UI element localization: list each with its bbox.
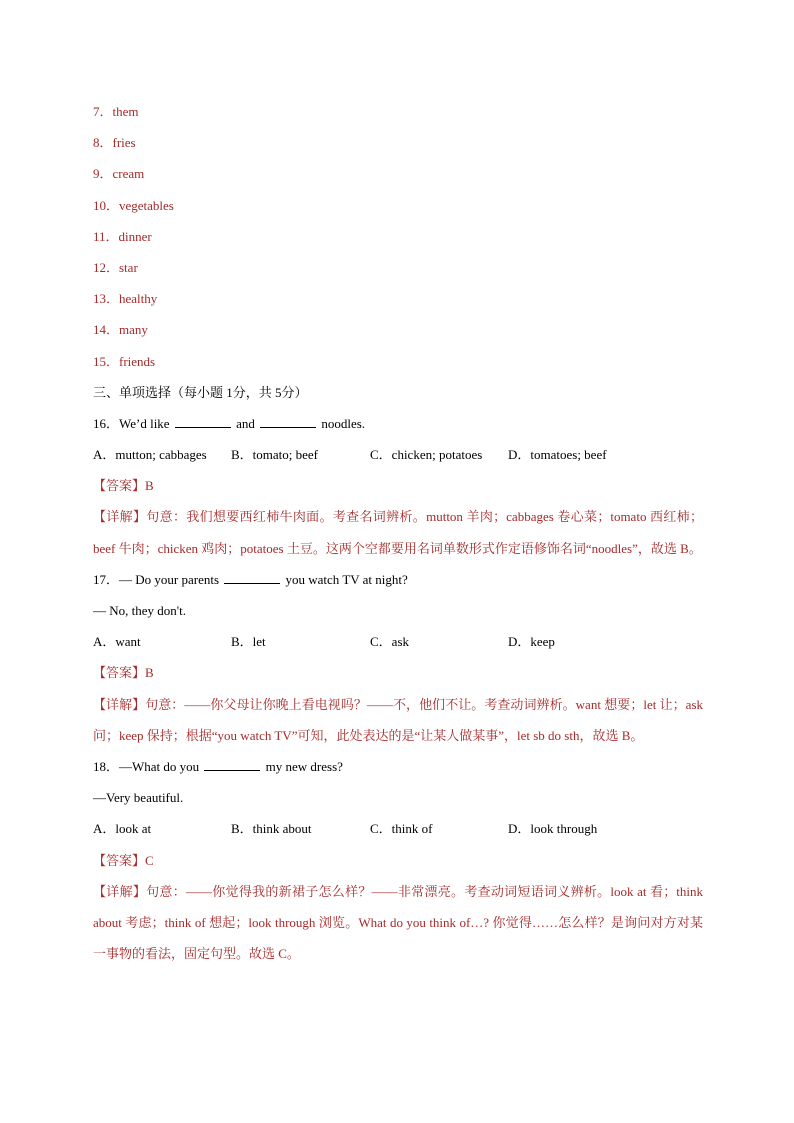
option-d: D．keep bbox=[508, 634, 555, 650]
answer-item: 8．fries bbox=[93, 135, 136, 151]
option-a: A．look at bbox=[93, 821, 152, 837]
option-a: A．want bbox=[93, 634, 141, 650]
question-17-explanation: 【详解】句意：——你父母让你晚上看电视吗？——不，他们不让。考查动词辨析。want 想要；let 让；ask 问；keep 保持；根据“you watch TV”可知，此处表达的是“让某人做某事”，let sb do sth，故选 B。 bbox=[93, 696, 703, 743]
answer-item: 10．vegetables bbox=[93, 197, 174, 213]
blank-line bbox=[175, 414, 231, 428]
blank-line bbox=[260, 414, 316, 428]
answer-item: 13．healthy bbox=[93, 291, 158, 307]
question-18-options bbox=[93, 813, 703, 844]
question-17-reply: — No, they don't. bbox=[93, 603, 186, 619]
option-b: B．think about bbox=[231, 821, 312, 837]
option-d: D．look through bbox=[508, 821, 598, 837]
answer-item: 9．cream bbox=[93, 166, 145, 182]
answer-item: 14．many bbox=[93, 322, 148, 338]
question-17-stem: 17．— Do your parents you watch TV at night? bbox=[93, 571, 408, 587]
answer-item: 11．dinner bbox=[93, 228, 152, 244]
option-c: C．think of bbox=[370, 821, 433, 837]
option-b: B．let bbox=[231, 634, 266, 650]
document-page bbox=[93, 96, 703, 969]
option-a: A．mutton; cabbages bbox=[93, 447, 207, 463]
answer-item: 12．star bbox=[93, 259, 138, 275]
option-c: C．chicken; potatoes bbox=[370, 447, 483, 463]
blank-line bbox=[224, 570, 280, 584]
answer-item: 15．friends bbox=[93, 353, 156, 369]
question-16-options bbox=[93, 439, 703, 470]
question-17-options bbox=[93, 626, 703, 657]
option-d: D．tomatoes; beef bbox=[508, 447, 607, 463]
question-18-explanation: 【详解】句意：——你觉得我的新裙子怎么样？——非常漂亮。考查动词短语词义辨析。look at 看；think about 考虑；think of 想起；look through 浏览。What do you think of…? 你觉得……怎么样？是询问对方对某一事物的看法，固定句型。故选 C。 bbox=[93, 883, 703, 962]
answer-item: 7．them bbox=[93, 104, 139, 119]
question-18-reply: —Very beautiful. bbox=[93, 790, 184, 806]
question-17-answer: 【答案】B bbox=[93, 665, 154, 681]
question-16-answer: 【答案】B bbox=[93, 478, 154, 494]
blank-line bbox=[204, 757, 260, 771]
section-title: 三、单项选择（每小题 1分，共 5分） bbox=[93, 384, 308, 400]
option-b: B．tomato; beef bbox=[231, 447, 319, 463]
question-18-answer: 【答案】C bbox=[93, 852, 154, 868]
question-16-stem: 16．We’d like and noodles. bbox=[93, 415, 366, 431]
option-c: C．ask bbox=[370, 634, 410, 650]
question-16-explanation: 【详解】句意：我们想要西红柿牛肉面。考查名词辨析。mutton 羊肉；cabbages 卷心菜；tomato 西红柿；beef 牛肉；chicken 鸡肉；potatoes 土豆。这两个空都要用名词单数形式作定语修饰名词“noodles”，故选 B。 bbox=[93, 509, 703, 556]
question-18-stem: 18．—What do you my new dress? bbox=[93, 759, 343, 774]
